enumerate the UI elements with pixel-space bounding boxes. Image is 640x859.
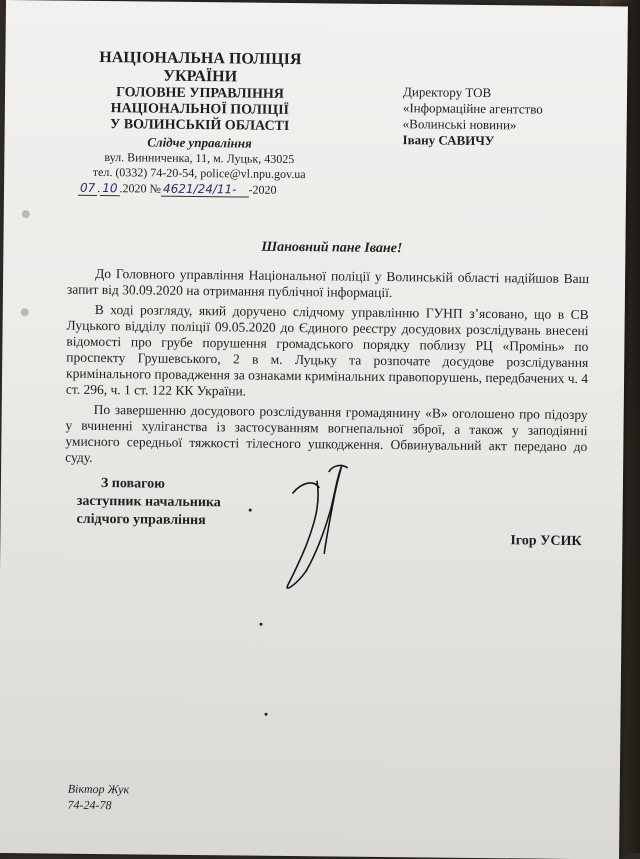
punch-hole [21,308,29,316]
executor-name: Віктор Жук [67,781,130,797]
recipient-block [402,84,603,150]
position-line2: слідчого управління [76,511,206,529]
ink-dot [249,509,252,512]
handwritten-signature [270,453,382,599]
ink-dot [265,713,268,716]
signatory-position [76,475,221,531]
dept-line1: ГОЛОВНЕ УПРАВЛІННЯ [116,85,284,102]
punch-hole [22,210,30,218]
date-year: .2020 [119,181,147,196]
recipient-line3: «Волинські новини» [402,116,517,133]
position-line1: заступник начальника [76,493,221,511]
org-name-line1: НАЦІОНАЛЬНА ПОЛІЦІЯ [99,48,302,69]
paragraph: До Головного управління Національної поліції у Волинській області надійшов Ваш запит від 30.09.2020 на отримання публічної інформації. [66,265,590,301]
dept-line2: НАЦІОНАЛЬНОЇ ПОЛІЦІЇ [110,101,290,118]
contacts: тел. (0332) 74-20-54, police@vl.npu.gov.ua [92,164,306,182]
paragraph: По завершенню досудового розслідування громадянину «В» оголошено про підозру у вчиненні хуліганства із застосуванням вогнепальної зброї, а також у заподіянні умисного середньої тяжкості тілесного ушкодження. Обвинувальний акт передано до суду. [65,401,588,465]
paragraph: В ході розгляду, який доручено слідчому управлінню ГУНП з’ясовано, що в СВ Луцького відділу поліції 09.05.2020 до Єдиного реєстру досудових розслідувань внесені відомості про грубе порушення громадського порядку поблизу РЦ «Промінь» по проспекту Грушевського, 2 в м. Луцьку та розпочате досудове розслідування кримінального провадження за ознаками кримінальних правопорушень, передбачених ч. 4 ст. 296, ч. 1 ст. 122 КК України. [65,301,589,399]
outgoing-number: 4621/24/11- [161,182,239,198]
division-name: Слідче управління [147,134,252,151]
recipient-line2: «Інформаційне агентство [402,100,543,117]
date-number-line: 07 . 10 .2020 № 4621/24/11- -2020 [78,181,277,198]
letterhead [64,49,335,183]
address: вул. Винниченка, 11, м. Луцьк, 43025 [104,150,295,167]
date-month: 10 [100,181,119,196]
recipient-name: Івану САВИЧУ [402,132,495,149]
org-name-line2: УКРАЇНИ [163,67,238,86]
signer-name: Ігор УСИК [510,533,582,550]
number-prefix: № [149,181,162,196]
greeting: Шановний пане Іване! [261,239,403,257]
executor-phone: 74-24-78 [67,797,112,813]
dept-line3: У ВОЛИНСЬКІЙ ОБЛАСТІ [109,117,290,134]
number-suffix: -2020 [248,182,277,197]
recipient-line1: Директору ТОВ [402,84,492,101]
executor-block [67,781,129,814]
date-day: 07 [78,181,97,196]
regards: З повагою [100,476,165,492]
ink-dot [259,623,262,626]
letter-body [65,266,589,475]
